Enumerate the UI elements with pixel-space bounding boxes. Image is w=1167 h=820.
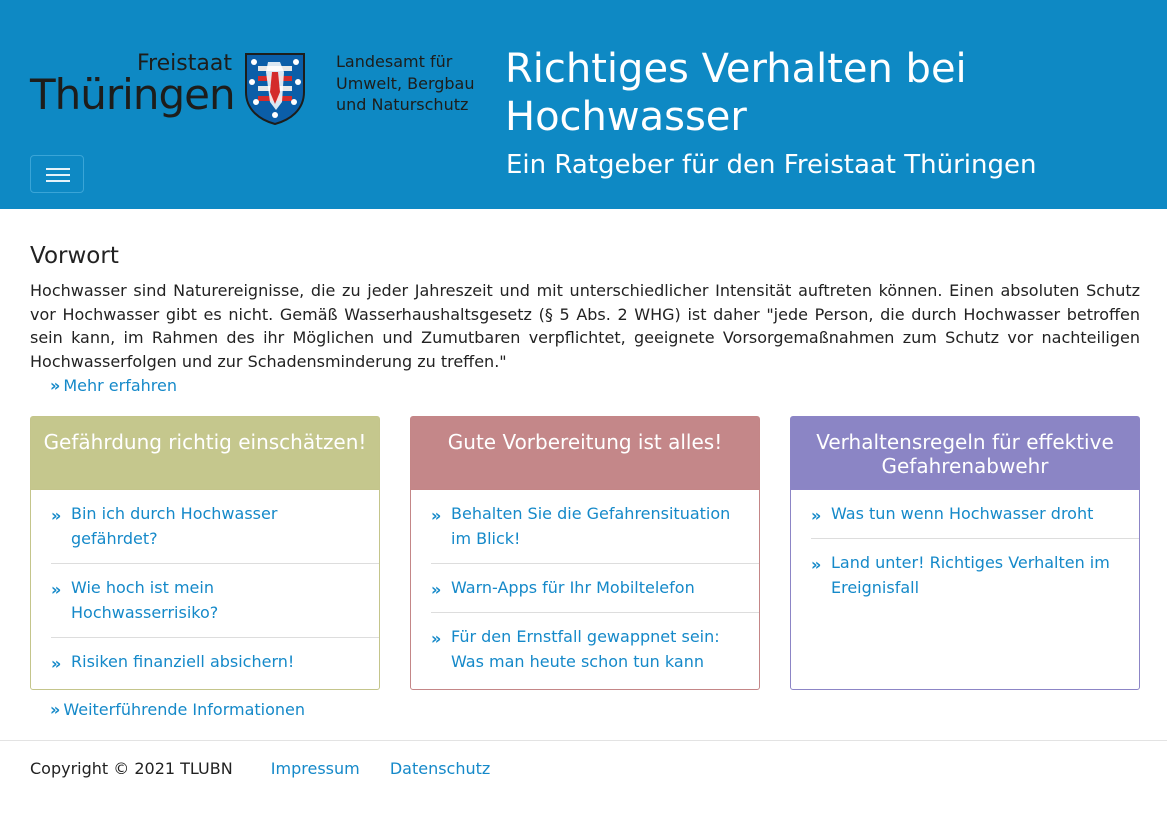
card-link[interactable] <box>51 564 379 638</box>
logo-freistaat-text: Freistaat <box>137 51 232 76</box>
impressum-link[interactable]: Impressum <box>270 759 360 778</box>
hamburger-menu-icon <box>46 180 70 182</box>
card-link[interactable] <box>811 490 1139 539</box>
double-chevron-right-icon: » <box>51 506 62 525</box>
datenschutz-link[interactable]: Datenschutz <box>389 759 491 778</box>
card-behavior-rules <box>790 416 1140 690</box>
card-link-label: Bin ich durch Hochwasser gefährdet? <box>71 504 278 548</box>
logo-thueringen-text: Thüringen <box>30 70 235 119</box>
double-chevron-right-icon: » <box>51 580 62 599</box>
card-link-label: Risiken finanziell absichern! <box>71 652 295 671</box>
card-preparation-title: Gute Vorbereitung ist alles! <box>411 417 759 490</box>
card-risk-assessment <box>30 416 380 690</box>
double-chevron-right-icon: » <box>811 555 822 574</box>
agency-name <box>336 51 496 116</box>
card-link-label: Wie hoch ist mein Hochwasserrisiko? <box>71 578 219 622</box>
site-subtitle: Ein Ratgeber für den Freistaat Thüringen <box>506 150 1037 180</box>
more-info-link-label: Mehr erfahren <box>63 376 178 395</box>
card-link[interactable] <box>811 539 1139 612</box>
coat-of-arms-icon <box>244 52 306 125</box>
card-link-label: Warn-Apps für Ihr Mobiltelefon <box>451 578 695 597</box>
card-preparation <box>410 416 760 690</box>
site-title-line-1: Richtiges Verhalten bei <box>505 46 967 92</box>
double-chevron-right-icon: » <box>431 580 442 599</box>
menu-toggle-button[interactable] <box>30 155 84 193</box>
double-chevron-right-icon: » <box>50 700 61 719</box>
site-footer <box>30 757 490 781</box>
card-link-label: Land unter! Richtiges Verhalten im Ereignisfall <box>831 553 1110 597</box>
intro-text: Hochwasser sind Naturereignisse, die zu jeder Jahreszeit und mit unterschiedlicher Intensität auftreten können. Einen absoluten Schutz vor Hochwasser gibt es nicht. Gemäß Wasserhaushaltsgesetz (§ 5 Abs. 2 WHG) ist daher "jede Person, die durch Hochwasser betroffen sein kann, im Rahmen des ihr Möglichen und Zumutbaren verpflichtet, geeignete Vorsorgemaßnahmen zum Schutz vor nachteiligen Hochwasserfolgen und zur Schadensminderung zu treffen." <box>30 281 1140 371</box>
card-behavior-rules-title: Verhaltensregeln für effektive Gefahrenabwehr <box>791 417 1139 490</box>
footer-divider <box>0 740 1167 741</box>
double-chevron-right-icon: » <box>811 506 822 525</box>
hamburger-menu-icon <box>46 174 70 176</box>
card-link[interactable] <box>51 638 379 686</box>
further-info-link[interactable] <box>50 698 305 722</box>
further-info-link-label: Weiterführende Informationen <box>63 700 306 719</box>
site-title <box>505 45 1145 141</box>
card-link[interactable] <box>431 613 759 686</box>
agency-line-2: Umwelt, Bergbau <box>336 73 475 93</box>
card-link-list <box>791 490 1139 612</box>
card-link-list <box>411 490 759 686</box>
card-link-label: Was tun wenn Hochwasser droht <box>831 504 1094 523</box>
double-chevron-right-icon: » <box>431 629 442 648</box>
hamburger-menu-icon <box>46 168 70 170</box>
double-chevron-right-icon: » <box>431 506 442 525</box>
site-header <box>0 0 1167 209</box>
intro-title: Vorwort <box>30 243 119 269</box>
card-link[interactable] <box>51 490 379 564</box>
copyright-text: Copyright © 2021 TLUBN <box>30 759 233 778</box>
card-risk-assessment-title: Gefährdung richtig einschätzen! <box>31 417 379 490</box>
card-link-label: Behalten Sie die Gefahrensituation im Blick! <box>451 504 731 548</box>
double-chevron-right-icon: » <box>51 654 62 673</box>
agency-line-3: und Naturschutz <box>336 95 469 114</box>
card-link[interactable] <box>431 564 759 613</box>
site-title-line-2: Hochwasser <box>505 94 747 140</box>
freistaat-thueringen-logo[interactable] <box>30 52 235 127</box>
card-link-list <box>31 490 379 686</box>
card-link-label: Für den Ernstfall gewappnet sein: Was man heute schon tun kann <box>451 627 720 671</box>
card-link[interactable] <box>431 490 759 564</box>
double-chevron-right-icon: » <box>50 376 61 395</box>
agency-line-1: Landesamt für <box>336 52 453 71</box>
more-info-link[interactable] <box>50 374 177 398</box>
